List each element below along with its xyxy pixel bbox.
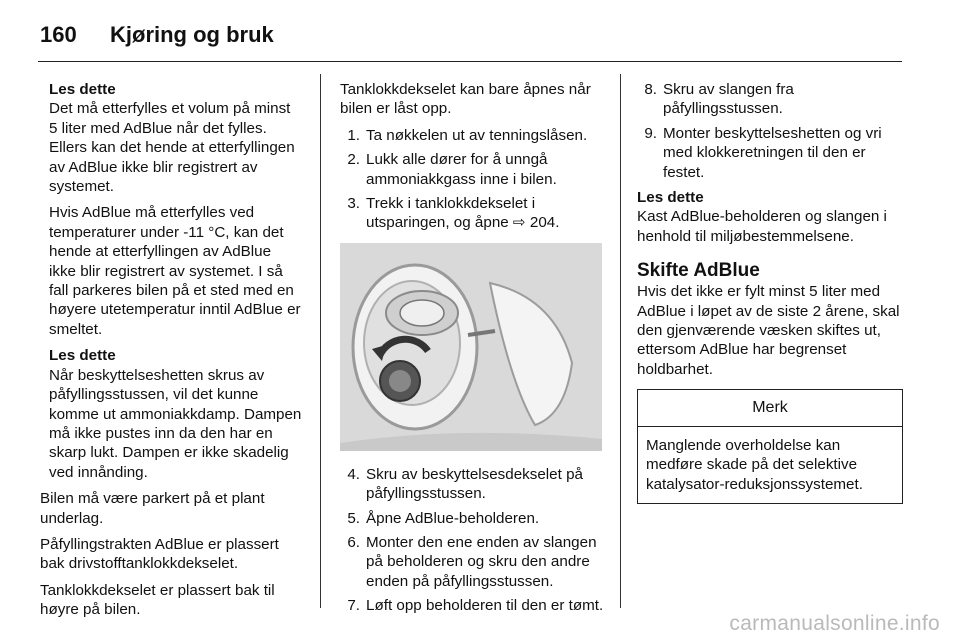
note-title: Les dette	[49, 81, 116, 98]
watermark: carmanualsonline.info	[729, 612, 940, 635]
column-right	[637, 80, 903, 504]
step-text: Monter beskyttelseshetten og vri med klokkeretningen til den er festet.	[663, 124, 882, 181]
body-paragraph: Bilen må være parkert på et plant underlag.	[40, 490, 265, 527]
steps-list	[637, 80, 903, 182]
list-item	[340, 194, 604, 233]
list-item	[637, 80, 903, 119]
note-text: Det må etterfylles et volum på minst 5 liter med AdBlue når det fylles. Ellers kan det hende at etterfyllingen av AdBlue ikke blir registrert av systemet.	[49, 100, 295, 196]
body-paragraph: Tanklokkdekselet er plassert bak til høyre på bilen.	[40, 581, 275, 619]
list-item	[340, 596, 604, 615]
note-block	[40, 80, 302, 482]
step-number: 3.	[347, 195, 360, 213]
list-item	[340, 150, 604, 189]
body-paragraph: Påfyllingstrakten AdBlue er plassert bak drivstofftanklokkdekselet.	[40, 535, 279, 573]
merk-text: Manglende overholdelse kan medføre skade på det selektive katalysator-reduksjonssystemet.	[646, 436, 863, 493]
fuel-flap-illustration	[340, 243, 602, 451]
step-text: Åpne AdBlue-beholderen.	[366, 509, 540, 527]
list-item	[340, 465, 604, 504]
merk-title: Merk	[638, 390, 902, 426]
body-paragraph: Hvis det ikke er fylt minst 5 liter med AdBlue i løpet av de siste 2 årene, skal den gjenværende væsken skiftes ut, ettersom AdBlue har begrenset holdbarhet.	[637, 283, 900, 378]
step-number: 4.	[347, 465, 360, 483]
merk-box	[637, 389, 903, 504]
step-number: 7.	[347, 597, 360, 615]
list-item	[340, 126, 604, 145]
step-number: 6.	[347, 534, 360, 552]
section-heading: Skifte AdBlue	[637, 260, 760, 282]
note-text: Når beskyttelseshetten skrus av påfyllingsstussen, vil det kunne komme ut ammoniakkdamp. Dampen må ikke pustes inn da den har en skarp lukt. Dampen er ikke skadelig ved innånding.	[49, 366, 302, 481]
note-title: Les dette	[637, 189, 704, 207]
step-text: Skru av beskyttelsesdekselet på påfyllingsstussen.	[366, 465, 583, 503]
body-paragraph: Tanklokkdekselet kan bare åpnes når bilen er låst opp.	[340, 81, 591, 118]
list-item	[340, 509, 604, 528]
page-header	[40, 22, 274, 62]
step-number: 9.	[644, 124, 657, 142]
page-number: 160	[40, 22, 77, 47]
list-item	[340, 533, 604, 591]
note-text: Hvis AdBlue må etterfylles ved temperaturer under -11 °C, kan det hende at etterfyllingen av AdBlue ikke blir registrert av systemet. I så fall parkeres bilen på et sted med en høyere utetemperatur inntil AdBlue er smeltet.	[49, 204, 301, 338]
step-text: Ta nøkkelen ut av tenningslåsen.	[366, 126, 588, 144]
note-text: Kast AdBlue-beholderen og slangen i henhold til miljøbestemmelsene.	[637, 208, 887, 245]
column-divider	[320, 74, 321, 608]
list-item	[637, 124, 903, 182]
column-divider	[620, 74, 621, 608]
step-text: Skru av slangen fra påfyllingsstussen.	[663, 81, 794, 118]
step-text: Trekk i tanklokkdekselet i utsparingen, og åpne ⇨ 204.	[366, 195, 560, 232]
step-text: Monter den ene enden av slangen på beholderen og skru den andre enden på påfyllingsstussen.	[366, 534, 597, 590]
step-text: Lukk alle dører for å unngå ammoniakkgass inne i bilen.	[366, 151, 557, 188]
step-number: 8.	[644, 81, 657, 98]
steps-list	[340, 465, 604, 616]
step-number: 1.	[347, 126, 360, 144]
column-left	[40, 80, 302, 627]
note-title: Les dette	[49, 347, 116, 365]
step-text: Løft opp beholderen til den er tømt.	[366, 597, 604, 615]
steps-list	[340, 126, 604, 233]
step-number: 5.	[347, 509, 360, 527]
column-middle	[340, 80, 604, 622]
step-number: 2.	[347, 151, 360, 169]
header-rule	[38, 61, 902, 62]
page-title: Kjøring og bruk	[110, 22, 274, 47]
